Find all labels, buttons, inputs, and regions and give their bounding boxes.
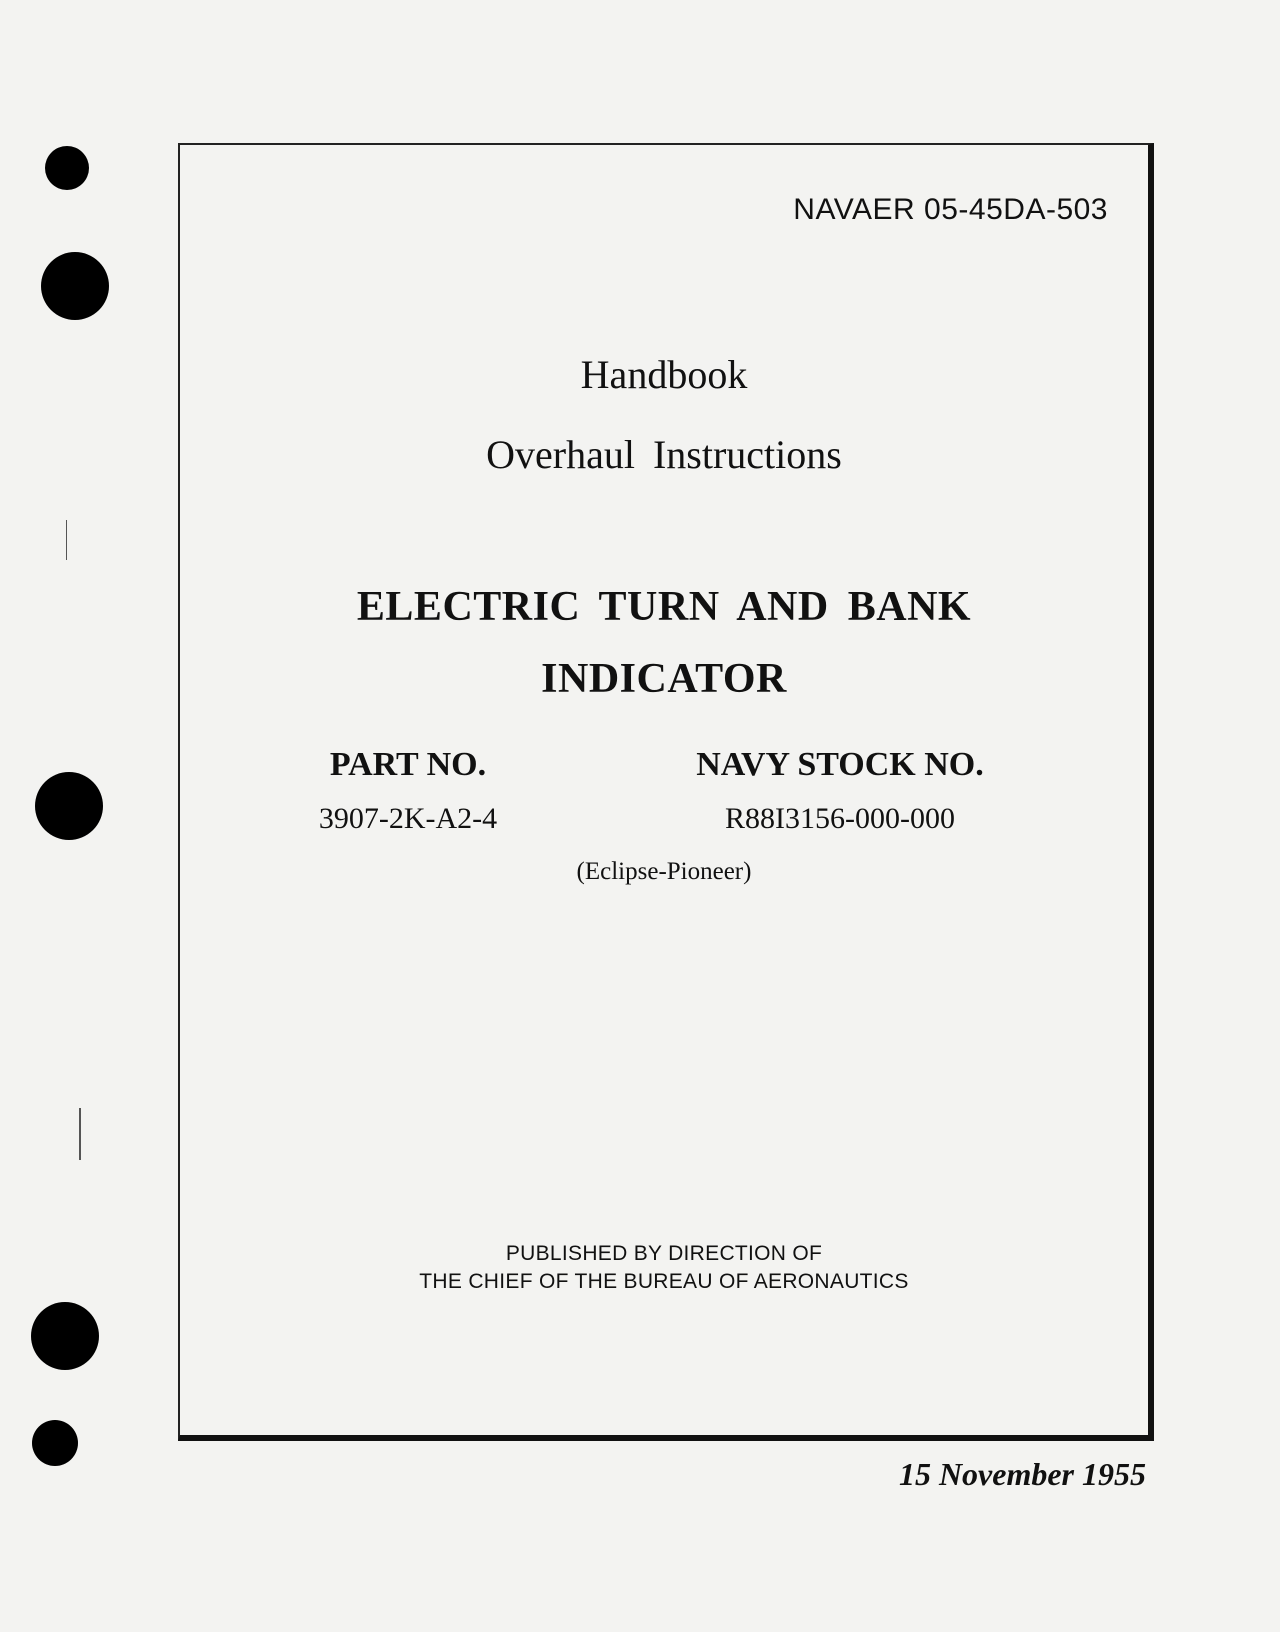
document-number: NAVAER 05-45DA-503 [793,193,1108,226]
manufacturer-name: (Eclipse-Pioneer) [576,858,752,885]
binder-hole [41,252,109,320]
binder-hole [35,772,103,840]
part-number-value: 3907-2K-A2-4 [318,802,498,835]
publisher-line2: THE CHIEF OF THE BUREAU OF AERONAUTICS [419,1270,909,1293]
stock-number-heading: NAVY STOCK NO. [696,746,984,783]
binder-hole [32,1420,78,1466]
cover-frame [178,143,1154,1441]
document-title-line2: INDICATOR [541,656,787,702]
handbook-heading: Handbook [580,352,748,397]
binder-hole [31,1302,99,1370]
scan-mark [66,520,67,560]
publication-date: 15 November 1955 [898,1456,1146,1492]
overhaul-subtitle: Overhaul Instructions [486,432,842,477]
document-title-line1: ELECTRIC TURN AND BANK [356,584,972,630]
part-number-heading: PART NO. [329,746,487,783]
binder-hole [45,146,89,190]
scan-mark [79,1108,81,1160]
stock-number-value: R88I3156-000-000 [725,802,955,835]
publisher-line1: PUBLISHED BY DIRECTION OF [505,1242,823,1265]
